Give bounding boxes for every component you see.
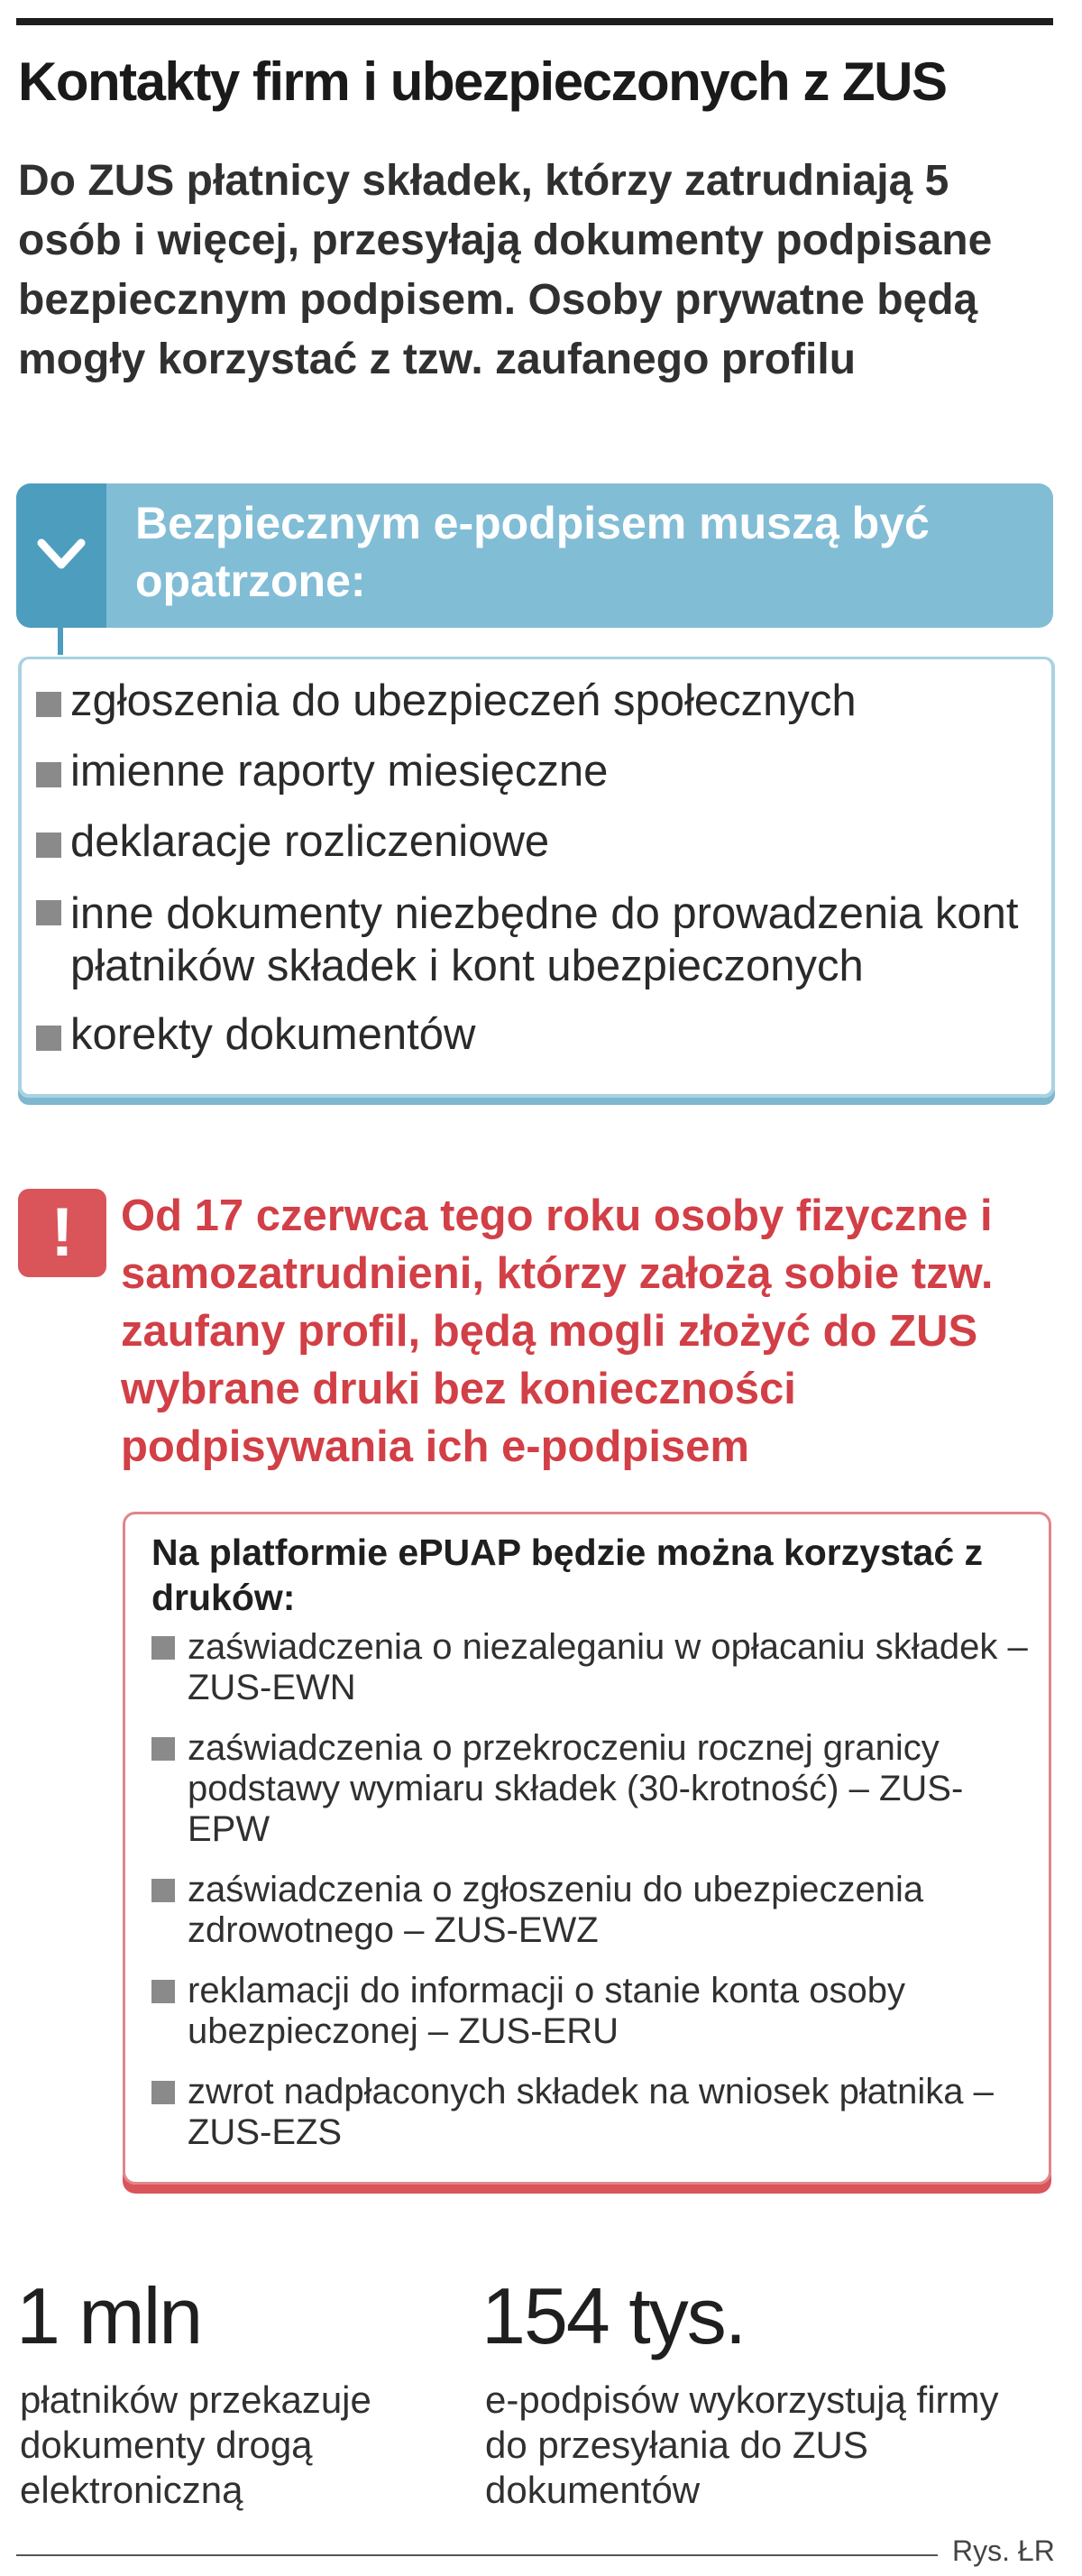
lead-paragraph: Do ZUS płatnicy składek, którzy zatrudniają 5 osób i więcej, przesyłają dokumenty podpisane bezpiecznym podpisem. Osoby prywatne będą mogły korzystać z tzw. zaufanego profilu bbox=[18, 157, 993, 383]
list-item bbox=[151, 1728, 1035, 1850]
list-item-text: zgłoszenia do ubezpieczeń społecznych bbox=[70, 676, 857, 725]
list-item-text: korekty dokumentów bbox=[70, 1010, 476, 1059]
bullet-square-icon bbox=[151, 1879, 175, 1902]
list-item-text: reklamacji do informacji o stanie konta osoby ubezpieczonej – ZUS-ERU bbox=[188, 1971, 905, 2051]
bullet-square-icon bbox=[36, 692, 61, 717]
list-item-text: zwrot nadpłaconych składek na wniosek płatnika – ZUS-EZS bbox=[188, 2072, 994, 2152]
list-item-text: inne dokumenty niezbędne do prowadzenia kont płatników składek i kont ubezpieczonych bbox=[70, 889, 1019, 990]
list-item-text: zaświadczenia o zgłoszeniu do ubezpieczenia zdrowotnego – ZUS-EWZ bbox=[188, 1870, 924, 1950]
list-item-text: deklaracje rozliczeniowe bbox=[70, 817, 550, 866]
bullet-square-icon bbox=[36, 1026, 61, 1051]
section-connector bbox=[58, 628, 63, 655]
bullet-square-icon bbox=[151, 1737, 175, 1761]
stat-value-signatures: 154 tys. bbox=[481, 2271, 746, 2360]
list-item bbox=[36, 666, 1050, 736]
chevron-badge bbox=[16, 483, 106, 628]
list-item bbox=[151, 1627, 1035, 1708]
bullet-square-icon bbox=[36, 833, 61, 858]
bullet-square-icon bbox=[151, 1980, 175, 2003]
bullet-square-icon bbox=[151, 1636, 175, 1660]
list-item-text: imienne raporty miesięczne bbox=[70, 747, 609, 796]
list-item bbox=[151, 2072, 1035, 2153]
list-item bbox=[36, 877, 1050, 999]
bullet-square-icon bbox=[36, 900, 61, 925]
list-item bbox=[36, 806, 1050, 877]
bullet-square-icon bbox=[151, 2081, 175, 2104]
chevron-down-icon bbox=[34, 527, 88, 581]
list-item bbox=[151, 1971, 1035, 2052]
page-title: Kontakty firm i ubezpieczonych z ZUS bbox=[18, 51, 947, 112]
list-item bbox=[36, 999, 1050, 1070]
list-item-text: zaświadczenia o przekroczeniu rocznej granicy podstawy wymiaru składek (30-krotność) – ZUS-EPW bbox=[188, 1728, 964, 1849]
stat-description-payers: płatników przekazuje dokumenty drogą elektroniczną bbox=[20, 2378, 371, 2511]
top-rule bbox=[16, 18, 1053, 25]
signature-section-title: Bezpiecznym e-podpisem muszą być opatrzone: bbox=[135, 498, 930, 606]
list-item bbox=[36, 736, 1050, 806]
bottom-rule bbox=[16, 2554, 938, 2556]
list-item bbox=[151, 1870, 1035, 1951]
notice-text: Od 17 czerwca tego roku osoby fizyczne i samozatrudnieni, którzy założą sobie tzw. zaufany profil, będą mogli złożyć do ZUS wybrane druki bez konieczności podpisywania ich e-podpisem bbox=[121, 1191, 994, 1471]
stat-value-payers: 1 mln bbox=[16, 2271, 202, 2360]
bullet-square-icon bbox=[36, 762, 61, 787]
credit: Rys. ŁR bbox=[952, 2535, 1055, 2567]
stat-description-signatures: e-podpisów wykorzystują firmy do przesyłania do ZUS dokumentów bbox=[485, 2378, 999, 2511]
exclamation-glyph: ! bbox=[50, 1194, 74, 1271]
exclamation-icon bbox=[18, 1189, 106, 1277]
epuap-list bbox=[151, 1627, 1035, 2173]
signature-list bbox=[36, 666, 1050, 1070]
epuap-box-title: Na platformie ePUAP będzie można korzystać z druków: bbox=[151, 1532, 984, 1618]
list-item-text: zaświadczenia o niezaleganiu w opłacaniu składek – ZUS-EWN bbox=[188, 1627, 1028, 1707]
